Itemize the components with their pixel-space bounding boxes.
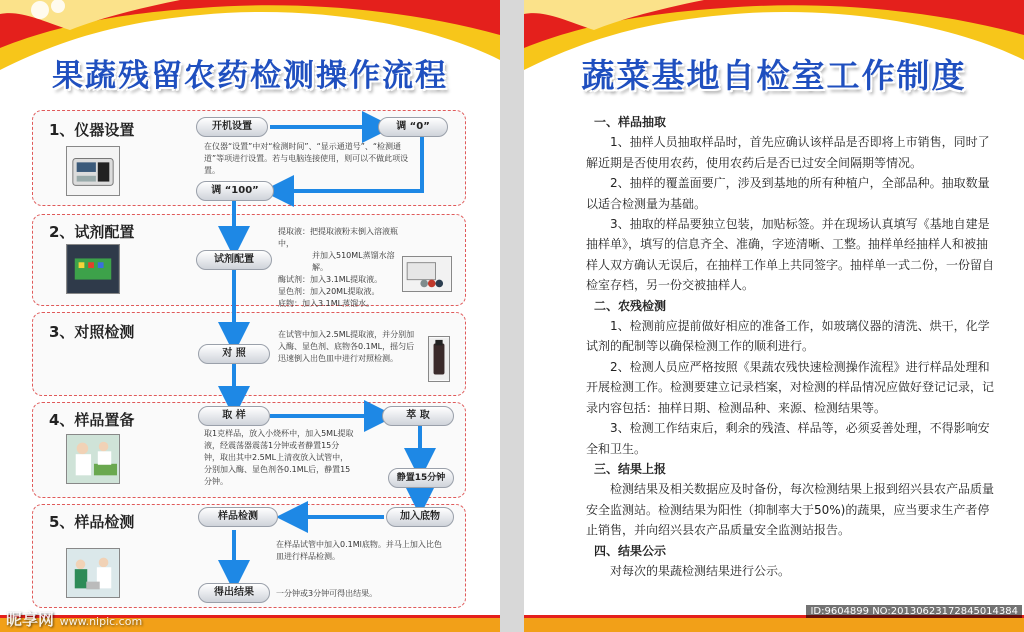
step-get-result: 得出结果 xyxy=(198,583,270,603)
step-sample-detect: 样品检测 xyxy=(198,507,278,527)
note-result: 一分钟或3分钟可得出结果。 xyxy=(276,589,378,598)
step-set-hundred: 调 “100” xyxy=(196,181,274,201)
step-settle-15min: 静置15分钟 xyxy=(388,468,454,488)
step-startup-settings: 开机设置 xyxy=(196,117,268,137)
section-heading: 三、结果上报 xyxy=(594,461,667,476)
step-extract: 萃 取 xyxy=(382,406,454,426)
section-title: 2、试剂配置 xyxy=(49,223,135,241)
section-heading: 四、结果公示 xyxy=(594,543,667,558)
section-heading: 一、样品抽取 xyxy=(594,115,667,129)
section-title: 5、样品检测 xyxy=(49,513,135,531)
note-detect: 在样品试管中加入0.1Ml底物。并马上加入比色皿进行样品检测。 xyxy=(276,540,442,561)
note-reagent: 提取液：把提取液粉末倒入溶液瓶中， 并加入510ML蒸馏水溶解。 酶试剂：加入3.1ML提取液。 显色剂：加入20ML提取液。 底物：加入3.1ML蒸馏水。 xyxy=(278,227,398,308)
rules-body xyxy=(586,112,994,581)
paragraph: 对每次的果蔬检测结果进行公示。 xyxy=(610,563,791,578)
step-reagent-prep: 试剂配置 xyxy=(196,250,272,270)
watermark-id: ID:9604899 NO:20130623172845014384 xyxy=(806,605,1022,618)
paragraph: 2、抽样的覆盖面要广，涉及到基地的所有种植户，全部品种。抽取数量以适合检测量为基础。 xyxy=(586,176,990,211)
paragraph: 1、抽样人员抽取样品时，首先应确认该样品是否即将上市销售，同时了解近期是否使用农药，使用农药后是否已过安全间隔期等情况。 xyxy=(586,135,990,170)
flow-poster xyxy=(0,0,500,632)
bottle-photo xyxy=(428,336,450,382)
rules-poster xyxy=(524,0,1024,632)
paragraph: 1、检测前应提前做好相应的准备工作，如玻璃仪器的清洗、烘干，化学试剂的配制等以确保检测工作的顺利进行。 xyxy=(586,319,990,354)
footer-bar xyxy=(524,618,1024,632)
lab-testing-photo xyxy=(66,548,120,598)
section-title: 3、对照检测 xyxy=(49,323,135,341)
section-title: 4、样品置备 xyxy=(49,411,135,429)
paragraph: 3、抽取的样品要独立包装，加贴标签。并在现场认真填写《基地自建是抽样单》，填写的信息齐全、准确，字迹清晰、工整。抽样单经抽样人和被抽样人双方确认无误后，在抽样工作单上共同签字。抽样单一式二份，一份留自检室存档，另一份交被抽样人。 xyxy=(586,217,995,293)
paragraph: 2、检测人员应严格按照《果蔬农残快速检测操作流程》进行样品处理和开展检测工作。检测要建立记录档案，对检测的样品情况应做好登记记录，记录内容包括：抽样日期、检测品种、来源、检测结果等。 xyxy=(586,359,995,415)
step-add-substrate: 加入底物 xyxy=(386,507,454,527)
section-heading: 二、农残检测 xyxy=(594,298,667,313)
note-startup: 在仪器“设置”中对“检测时间”、“显示通道号”、“检测通道”等项进行设置。若与电脑连接使用，则可以不做此项设置。 xyxy=(204,142,409,175)
page-title: 果蔬残留农药检测操作流程 xyxy=(52,58,448,94)
reagent-kit-photo xyxy=(66,244,120,294)
note-sampling: 取1克样品，放入小烧杯中，加入5ML提取液，经震荡器震荡1分钟或者静置15分钟，取出其中2.5ML上清夜放入试管中，分别加入酶、显色剂各0.1ML后，静置15分钟。 xyxy=(204,429,354,486)
instrument-photo xyxy=(66,146,120,196)
reagent-bottles-photo xyxy=(402,256,452,292)
note-control: 在试管中加入2.5ML提取液，并分别加入酶、显色剂、底物各0.1ML，摇匀后迅速倒入出色皿中进行对照检测。 xyxy=(278,330,415,363)
section-title: 1、仪器设置 xyxy=(49,121,135,139)
step-sampling: 取 样 xyxy=(198,406,270,426)
step-control: 对 照 xyxy=(198,344,270,364)
paragraph: 3、检测工作结束后，剩余的残渣、样品等，必须妥善处理，不得影响安全和卫生。 xyxy=(586,421,990,456)
paragraph: 检测结果及相关数据应及时备份，每次检测结果上报到绍兴县农产品质量安全监测站。检测结果为阳性（抑制率大于50%)的蔬果，应当要求生产者停止销售，并向绍兴县农产品质量安全监测站报告。 xyxy=(586,482,995,538)
watermark-logo: 昵享网 www.nipic.com xyxy=(6,610,143,629)
lab-sampling-photo xyxy=(66,434,120,484)
page-title: 蔬菜基地自检室工作制度 xyxy=(581,56,967,95)
step-set-zero: 调 “0” xyxy=(378,117,448,137)
